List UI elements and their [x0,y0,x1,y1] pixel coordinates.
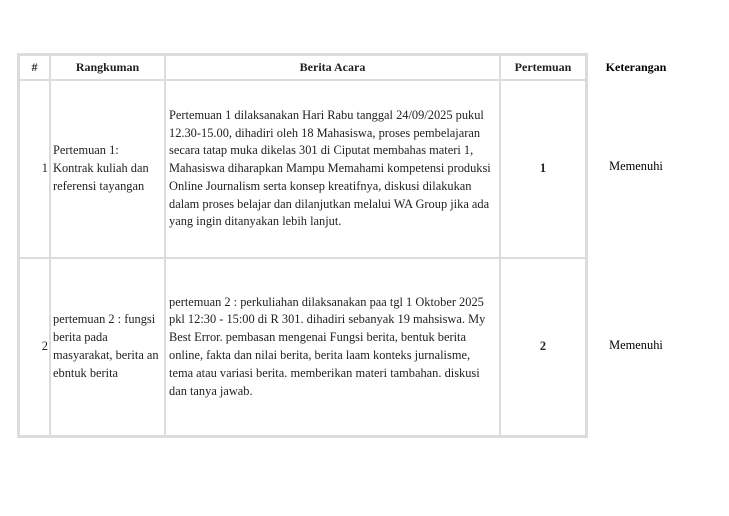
report-table [17,53,588,438]
row-number: 2 [19,258,50,436]
row-rangkuman: pertemuan 2 : fungsi berita pada masyarakat, berita an ebntuk berita [50,258,165,436]
row-berita-acara: pertemuan 2 : perkuliahan dilaksanakan paa tgl 1 Oktober 2025 pkl 12:30 - 15:00 di R 301. dihadiri sebanyak 19 mahsiswa. My Best Error. pembasan mengenai Fungsi berita, bentuk berita online, fakta dan nilai berita, berita laam konteks jurnalisme, tema atau variasi berita. memberikan materi tambahan. diskusi dan tanya jawab. [165,258,500,436]
row-pertemuan: 1 [500,80,586,258]
header-pertemuan: Pertemuan [500,55,586,80]
table-row [19,258,586,436]
row-number: 1 [19,80,50,258]
header-berita-acara: Berita Acara [165,55,500,80]
row-keterangan: Memenuhi [609,338,663,352]
row-berita-acara: Pertemuan 1 dilaksanakan Hari Rabu tanggal 24/09/2025 pukul 12.30-15.00, dihadiri oleh 18 Mahasiswa, proses pembelajaran secara tatap muka dikelas 301 di Ciputat membahas materi 1, Mahasiswa diharapkan Mampu Memahami kompetensi produksi Online Journalism serta konsep kreatifnya, diskusi dilakukan dalam proses belajar dan dilanjutkan melalui WA Group jika ada yang ingin ditanyakan lebih lanjut. [165,80,500,258]
row-rangkuman: Pertemuan 1: Kontrak kuliah dan referensi tayangan [50,80,165,258]
table-header-row [19,55,586,80]
header-rangkuman: Rangkuman [50,55,165,80]
row-pertemuan: 2 [500,258,586,436]
report-table-container [17,53,588,438]
header-number: # [19,55,50,80]
table-row [19,80,586,258]
row-keterangan: Memenuhi [609,159,663,173]
header-keterangan: Keterangan [605,60,667,74]
